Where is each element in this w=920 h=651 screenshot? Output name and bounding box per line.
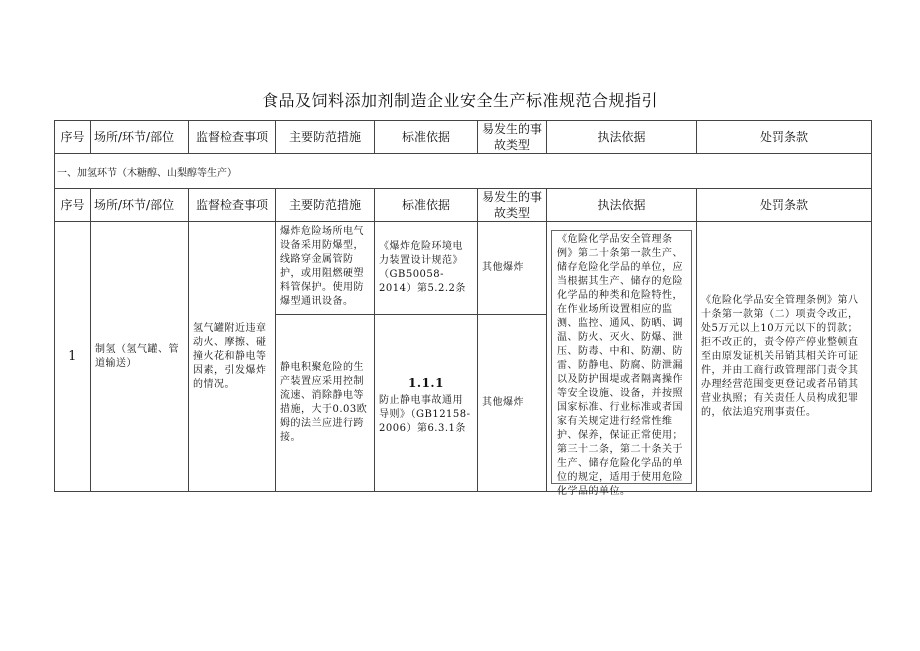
row-seq: 1 bbox=[55, 222, 91, 492]
row-penalty: 《危险化学品安全管理条例》第八十条第一款第（二）项责令改正，处5万元以上10万元以下的罚款；拒不改正的，责令停产停业整顿直至由原发证机关吊销其相关许可证件，并由工商行政管理部门责令其办理经营范围变更登记或者吊销其营业执照；有关责任人员构成犯罪的，依法追究刑事责任。 bbox=[697, 222, 872, 492]
header-location: 场所/环节/部位 bbox=[91, 121, 189, 154]
row-standard-2: 防止静电事故通用导则》（GB12158-2006）第6.3.1条 bbox=[379, 395, 471, 434]
section-row bbox=[55, 154, 872, 189]
header-measures: 主要防范措施 bbox=[276, 121, 375, 154]
header-penalty: 处罚条款 bbox=[697, 121, 872, 154]
header-seq: 序号 bbox=[55, 121, 91, 154]
header-location: 场所/环节/部位 bbox=[91, 189, 189, 222]
row-enforcement-cell bbox=[547, 222, 697, 497]
page-title: 食品及饲料添加剂制造企业安全生产标准规范合规指引 bbox=[261, 91, 658, 110]
section-title: 一、加氢环节（木糖醇、山梨醇等生产） bbox=[55, 154, 872, 189]
row-standard-1: 《爆炸危险环境电力装置设计规范》（GB50058-2014）第5.2.2条 bbox=[375, 222, 478, 315]
table-row bbox=[55, 222, 872, 315]
header-row bbox=[55, 121, 872, 154]
header-inspection: 监督检查事项 bbox=[189, 189, 276, 222]
header-measures: 主要防范措施 bbox=[276, 189, 375, 222]
row-accident-2: 其他爆炸 bbox=[478, 315, 547, 492]
row-accident-1: 其他爆炸 bbox=[478, 222, 547, 315]
header-seq: 序号 bbox=[55, 189, 91, 222]
row-standard-2-mark: 1.1.1 bbox=[408, 376, 444, 390]
row-inspection: 氢气罐附近违章动火、摩擦、碰撞火花和静电等因素，引发爆炸的情况。 bbox=[189, 222, 276, 492]
header-standard: 标准依据 bbox=[375, 189, 478, 222]
row-measure-1: 爆炸危险场所电气设备采用防爆型，线路穿金属管防护，或用阻燃硬塑料管保护。使用防爆型通讯设备。 bbox=[276, 222, 375, 315]
row-location: 制氢（氢气罐、管道输送） bbox=[91, 222, 189, 492]
header-penalty: 处罚条款 bbox=[697, 189, 872, 222]
header-accident-type: 易发生的事故类型 bbox=[478, 121, 547, 154]
header-enforcement: 执法依据 bbox=[547, 121, 697, 154]
header-row-repeat bbox=[55, 189, 872, 222]
header-accident-type: 易发生的事故类型 bbox=[478, 189, 547, 222]
header-enforcement: 执法依据 bbox=[547, 189, 697, 222]
row-standard-2-cell bbox=[375, 315, 478, 492]
guideline-table bbox=[54, 120, 872, 497]
header-standard: 标准依据 bbox=[375, 121, 478, 154]
guideline-table-wrapper bbox=[54, 120, 872, 497]
row-enforcement: 《危险化学品安全管理条例》第二十条第一款生产、储存危险化学品的单位，应当根据其生产、储存的危险化学品的种类和危险特性，在作业场所设置相应的监测、监控、通风、防晒、调温、防火、灭火、防爆、泄压、防毒、中和、防潮、防雷、防静电、防腐、防泄漏以及防护围堤或者隔离操作等安全设施、设备，并按照国家标准、行业标准或者国家有关规定进行经常性维护、保养，保证正常使用；第三十二条，第二十条关于生产、储存危险化学品的单位的规定，适用于使用危险化学品的单位。 bbox=[551, 230, 692, 484]
row-measure-2: 静电积聚危险的生产装置应采用控制流速、消除静电等措施，大于0.03欧姆的法兰应进行跨接。 bbox=[276, 315, 375, 492]
header-inspection: 监督检查事项 bbox=[189, 121, 276, 154]
